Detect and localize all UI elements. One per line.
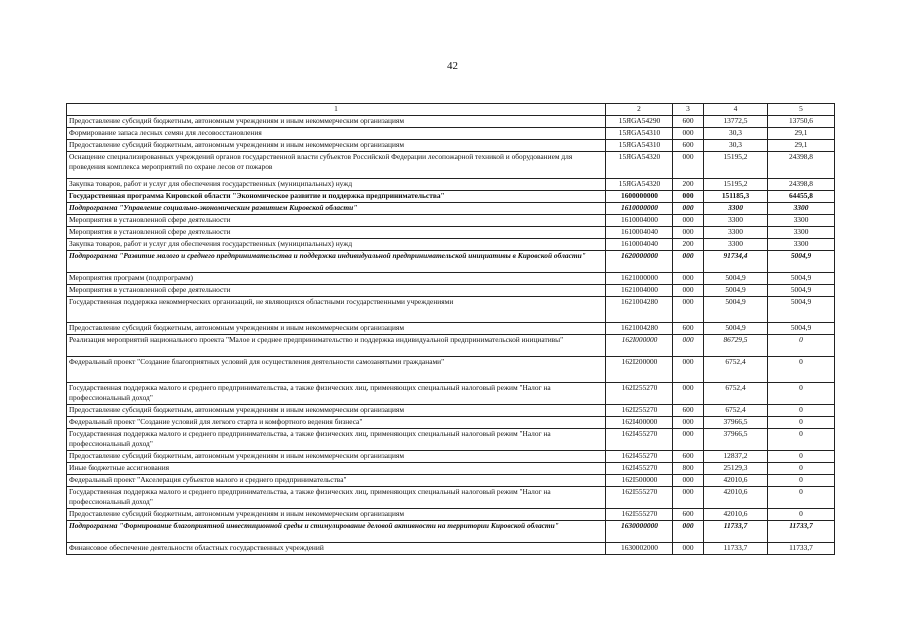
code-cell: 162I000000 xyxy=(606,334,673,356)
amount-2022-cell: 3300 xyxy=(768,226,835,238)
name-cell: Закупка товаров, работ и услуг для обеспечения государственных (муниципальных) нужд xyxy=(67,238,606,250)
name-cell: Предоставление субсидий бюджетным, автономным учреждениям и иным некоммерческим организациям xyxy=(67,404,606,416)
expense-type-cell: 600 xyxy=(673,508,704,520)
table-row xyxy=(67,322,835,334)
amount-2021-cell: 3300 xyxy=(704,214,768,226)
amount-2022-cell: 11733,7 xyxy=(768,520,835,542)
table-row xyxy=(67,250,835,272)
name-cell: Федеральный проект "Акселерация субъектов малого и среднего предпринимательства" xyxy=(67,474,606,486)
code-cell: 1630000000 xyxy=(606,520,673,542)
amount-2022-cell: 3300 xyxy=(768,214,835,226)
code-cell: 162I200000 xyxy=(606,356,673,382)
table-row xyxy=(67,127,835,139)
amount-2021-cell: 37966,5 xyxy=(704,428,768,450)
amount-2022-cell: 13750,6 xyxy=(768,115,835,127)
code-cell: 162I400000 xyxy=(606,416,673,428)
expense-type-cell: 000 xyxy=(673,428,704,450)
amount-2022-cell: 0 xyxy=(768,356,835,382)
name-cell: Мероприятия в установленной сфере деятельности xyxy=(67,214,606,226)
amount-2021-cell: 15195,2 xyxy=(704,151,768,178)
amount-2021-cell: 3300 xyxy=(704,238,768,250)
header-cell: 1 xyxy=(67,104,606,116)
table-row xyxy=(67,520,835,542)
budget-table xyxy=(66,103,835,555)
header-cell: 2 xyxy=(606,104,673,116)
amount-2022-cell: 24398,8 xyxy=(768,151,835,178)
expense-type-cell: 000 xyxy=(673,416,704,428)
table-row xyxy=(67,428,835,450)
table-row xyxy=(67,214,835,226)
amount-2021-cell: 86729,5 xyxy=(704,334,768,356)
expense-type-cell: 000 xyxy=(673,382,704,404)
header-cell: 5 xyxy=(768,104,835,116)
amount-2021-cell: 42010,6 xyxy=(704,474,768,486)
amount-2021-cell: 42010,6 xyxy=(704,486,768,508)
name-cell: Государственная поддержка малого и среднего предпринимательства, а также физических лиц, применяющих специальный налоговый режим "Налог на профессиональный доход" xyxy=(67,382,606,404)
name-cell: Федеральный проект "Создание благоприятных условий для осуществления деятельности самозанятыми гражданами" xyxy=(67,356,606,382)
expense-type-cell: 800 xyxy=(673,462,704,474)
name-cell: Предоставление субсидий бюджетным, автономным учреждениям и иным некоммерческим организациям xyxy=(67,508,606,520)
table-row xyxy=(67,486,835,508)
expense-type-cell: 000 xyxy=(673,542,704,554)
amount-2022-cell: 0 xyxy=(768,508,835,520)
code-cell: 162I255270 xyxy=(606,382,673,404)
amount-2022-cell: 0 xyxy=(768,382,835,404)
table-row xyxy=(67,151,835,178)
amount-2021-cell: 5004,9 xyxy=(704,296,768,322)
amount-2022-cell: 0 xyxy=(768,428,835,450)
code-cell: 1620000000 xyxy=(606,250,673,272)
expense-type-cell: 000 xyxy=(673,151,704,178)
amount-2021-cell: 15195,2 xyxy=(704,178,768,190)
table-row xyxy=(67,416,835,428)
table-row xyxy=(67,508,835,520)
amount-2022-cell: 5004,9 xyxy=(768,284,835,296)
table-row xyxy=(67,202,835,214)
amount-2022-cell: 24398,8 xyxy=(768,178,835,190)
amount-2021-cell: 13772,5 xyxy=(704,115,768,127)
amount-2022-cell: 3300 xyxy=(768,202,835,214)
code-cell: 162I500000 xyxy=(606,474,673,486)
page-number: 42 xyxy=(447,60,458,72)
expense-type-cell: 200 xyxy=(673,178,704,190)
code-cell: 1621004000 xyxy=(606,284,673,296)
amount-2021-cell: 12837,2 xyxy=(704,450,768,462)
code-cell: 162I555270 xyxy=(606,486,673,508)
amount-2021-cell: 6752,4 xyxy=(704,356,768,382)
table-row xyxy=(67,226,835,238)
amount-2022-cell: 5004,9 xyxy=(768,322,835,334)
name-cell: Мероприятия в установленной сфере деятельности xyxy=(67,226,606,238)
expense-type-cell: 000 xyxy=(673,272,704,284)
expense-type-cell: 000 xyxy=(673,284,704,296)
expense-type-cell: 600 xyxy=(673,115,704,127)
expense-type-cell: 000 xyxy=(673,190,704,202)
code-cell: 1630002000 xyxy=(606,542,673,554)
expense-type-cell: 000 xyxy=(673,214,704,226)
table-row xyxy=(67,334,835,356)
expense-type-cell: 000 xyxy=(673,202,704,214)
expense-type-cell: 000 xyxy=(673,296,704,322)
expense-type-cell: 000 xyxy=(673,520,704,542)
table-row xyxy=(67,190,835,202)
table-row xyxy=(67,462,835,474)
name-cell: Формирование запаса лесных семян для лесовосстановления xyxy=(67,127,606,139)
code-cell: 162I455270 xyxy=(606,462,673,474)
code-cell: 1621004280 xyxy=(606,296,673,322)
name-cell: Предоставление субсидий бюджетным, автономным учреждениям и иным некоммерческим организациям xyxy=(67,115,606,127)
amount-2021-cell: 5004,9 xyxy=(704,272,768,284)
name-cell: Предоставление субсидий бюджетным, автономным учреждениям и иным некоммерческим организациям xyxy=(67,322,606,334)
name-cell: Государственная поддержка малого и среднего предпринимательства, а также физических лиц, применяющих специальный налоговый режим "Налог на профессиональный доход" xyxy=(67,428,606,450)
expense-type-cell: 000 xyxy=(673,486,704,508)
code-cell: 1621000000 xyxy=(606,272,673,284)
table-row xyxy=(67,382,835,404)
amount-2021-cell: 25129,3 xyxy=(704,462,768,474)
amount-2021-cell: 30,3 xyxy=(704,127,768,139)
code-cell: 162I555270 xyxy=(606,508,673,520)
expense-type-cell: 000 xyxy=(673,356,704,382)
code-cell: 15ЯGA54290 xyxy=(606,115,673,127)
expense-type-cell: 000 xyxy=(673,250,704,272)
expense-type-cell: 000 xyxy=(673,334,704,356)
table-row xyxy=(67,272,835,284)
table-row xyxy=(67,115,835,127)
amount-2022-cell: 0 xyxy=(768,334,835,356)
expense-type-cell: 000 xyxy=(673,127,704,139)
code-cell: 15ЯGA54320 xyxy=(606,151,673,178)
code-cell: 162I455270 xyxy=(606,450,673,462)
code-cell: 1610000000 xyxy=(606,202,673,214)
name-cell: Реализация мероприятий национального проекта "Малое и среднее предпринимательство и поддержка индивидуальной предпринимательской инициативы" xyxy=(67,334,606,356)
name-cell: Мероприятия в установленной сфере деятельности xyxy=(67,284,606,296)
amount-2021-cell: 5004,9 xyxy=(704,322,768,334)
amount-2022-cell: 5004,9 xyxy=(768,272,835,284)
name-cell: Федеральный проект "Создание условий для легкого старта и комфортного ведения бизнеса" xyxy=(67,416,606,428)
table-row xyxy=(67,450,835,462)
amount-2021-cell: 3300 xyxy=(704,226,768,238)
code-cell: 15ЯGA54320 xyxy=(606,178,673,190)
amount-2022-cell: 5004,9 xyxy=(768,250,835,272)
code-cell: 162I255270 xyxy=(606,404,673,416)
table-row xyxy=(67,284,835,296)
amount-2021-cell: 91734,4 xyxy=(704,250,768,272)
table-row xyxy=(67,542,835,554)
code-cell: 1610004040 xyxy=(606,226,673,238)
code-cell: 1600000000 xyxy=(606,190,673,202)
amount-2021-cell: 11733,7 xyxy=(704,520,768,542)
name-cell: Подпрограмма "Формирование благоприятной инвестиционной среды и стимулирование деловой активности на территории Кировской области" xyxy=(67,520,606,542)
table-row xyxy=(67,238,835,250)
amount-2022-cell: 29,1 xyxy=(768,127,835,139)
amount-2021-cell: 37966,5 xyxy=(704,416,768,428)
amount-2021-cell: 151185,3 xyxy=(704,190,768,202)
table-row xyxy=(67,356,835,382)
name-cell: Государственная поддержка некоммерческих организаций, не являющихся областными государственными учреждениями xyxy=(67,296,606,322)
expense-type-cell: 600 xyxy=(673,139,704,151)
amount-2021-cell: 11733,7 xyxy=(704,542,768,554)
amount-2021-cell: 6752,4 xyxy=(704,382,768,404)
amount-2022-cell: 0 xyxy=(768,450,835,462)
name-cell: Подпрограмма "Управление социально-экономическим развитием Кировской области" xyxy=(67,202,606,214)
name-cell: Предоставление субсидий бюджетным, автономным учреждениям и иным некоммерческим организациям xyxy=(67,139,606,151)
name-cell: Финансовое обеспечение деятельности областных государственных учреждений xyxy=(67,542,606,554)
table-header-row xyxy=(67,104,835,116)
amount-2021-cell: 30,3 xyxy=(704,139,768,151)
name-cell: Подпрограмма "Развитие малого и среднего предпринимательства и поддержка индивидуальной предпринимательской инициативы в Кировской области" xyxy=(67,250,606,272)
amount-2022-cell: 11733,7 xyxy=(768,542,835,554)
code-cell: 1610004040 xyxy=(606,238,673,250)
amount-2022-cell: 0 xyxy=(768,462,835,474)
amount-2022-cell: 3300 xyxy=(768,238,835,250)
expense-type-cell: 000 xyxy=(673,474,704,486)
expense-type-cell: 200 xyxy=(673,238,704,250)
amount-2022-cell: 0 xyxy=(768,486,835,508)
amount-2022-cell: 29,1 xyxy=(768,139,835,151)
table-row xyxy=(67,139,835,151)
name-cell: Мероприятия программ (подпрограмм) xyxy=(67,272,606,284)
code-cell: 15ЯGA54310 xyxy=(606,127,673,139)
table-row xyxy=(67,296,835,322)
amount-2021-cell: 6752,4 xyxy=(704,404,768,416)
code-cell: 1610004000 xyxy=(606,214,673,226)
amount-2022-cell: 64455,8 xyxy=(768,190,835,202)
amount-2022-cell: 0 xyxy=(768,416,835,428)
expense-type-cell: 600 xyxy=(673,450,704,462)
amount-2021-cell: 42010,6 xyxy=(704,508,768,520)
code-cell: 162I455270 xyxy=(606,428,673,450)
code-cell: 1621004280 xyxy=(606,322,673,334)
name-cell: Оснащение специализированных учреждений органов государственной власти субъектов Российской Федерации лесопожарной техникой и оборудованием для проведения комплекса мероприятий по охране лесов от пожаров xyxy=(67,151,606,178)
table-row xyxy=(67,474,835,486)
header-cell: 4 xyxy=(704,104,768,116)
table-row xyxy=(67,178,835,190)
name-cell: Государственная программа Кировской области "Экономическое развитие и поддержка предпринимательства" xyxy=(67,190,606,202)
amount-2021-cell: 5004,9 xyxy=(704,284,768,296)
name-cell: Предоставление субсидий бюджетным, автономным учреждениям и иным некоммерческим организациям xyxy=(67,450,606,462)
table-row xyxy=(67,404,835,416)
amount-2022-cell: 0 xyxy=(768,474,835,486)
header-cell: 3 xyxy=(673,104,704,116)
amount-2021-cell: 3300 xyxy=(704,202,768,214)
name-cell: Иные бюджетные ассигнования xyxy=(67,462,606,474)
code-cell: 15ЯGA54310 xyxy=(606,139,673,151)
amount-2022-cell: 0 xyxy=(768,404,835,416)
expense-type-cell: 000 xyxy=(673,226,704,238)
expense-type-cell: 600 xyxy=(673,404,704,416)
name-cell: Государственная поддержка малого и среднего предпринимательства, а также физических лиц, применяющих специальный налоговый режим "Налог на профессиональный доход" xyxy=(67,486,606,508)
expense-type-cell: 600 xyxy=(673,322,704,334)
amount-2022-cell: 5004,9 xyxy=(768,296,835,322)
name-cell: Закупка товаров, работ и услуг для обеспечения государственных (муниципальных) нужд xyxy=(67,178,606,190)
